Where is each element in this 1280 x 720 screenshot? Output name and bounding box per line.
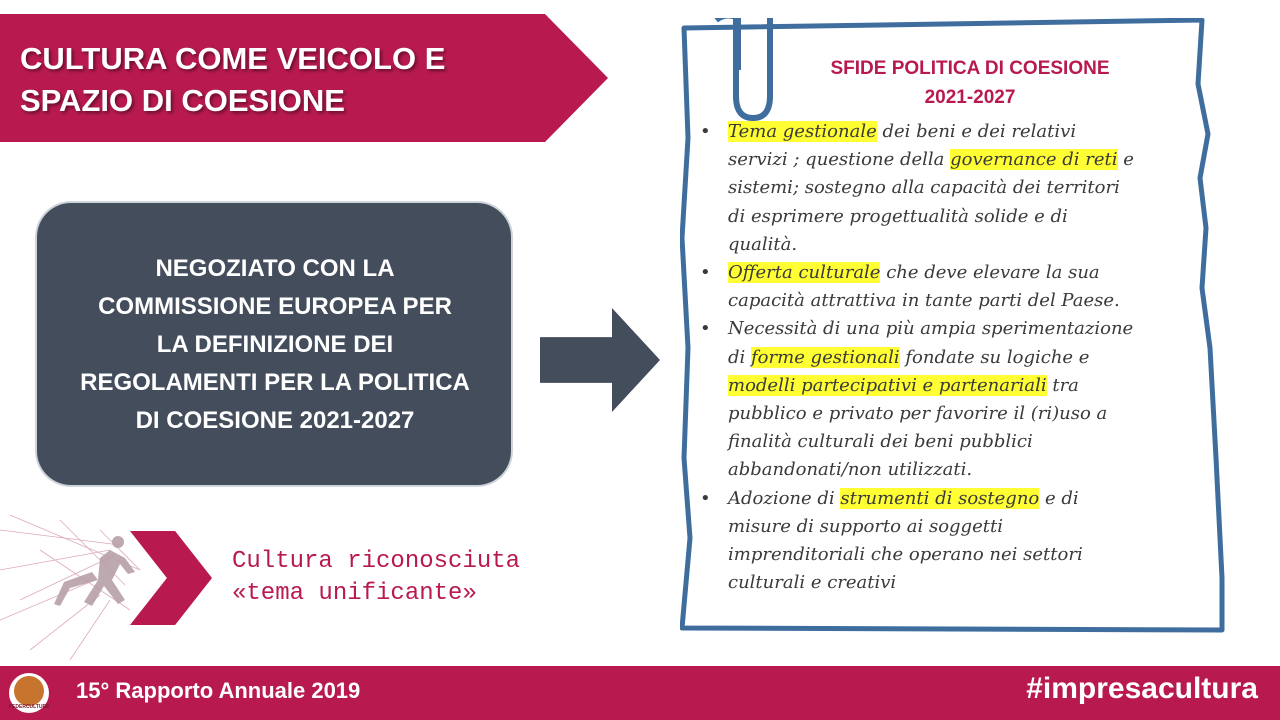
challenge-line [728, 259, 1190, 287]
challenge-line [728, 231, 1190, 259]
challenge-text: imprenditoriali che operano nei settori [728, 544, 1083, 566]
negotiation-line: COMMISSIONE EUROPEA PER [98, 293, 452, 320]
bullet-dot-icon: • [700, 262, 711, 284]
challenge-text: che deve elevare la sua [880, 262, 1100, 284]
challenge-text: Adozione di [728, 487, 841, 509]
negotiation-line: DI COESIONE 2021-2027 [135, 407, 415, 434]
challenge-text: abbandonati/non utilizzati. [728, 459, 973, 481]
right-arrow-icon [540, 308, 660, 412]
footer-report-label: 15° Rapporto Annuale 2019 [76, 678, 361, 703]
challenge-text: sistemi; sostegno alla capacità dei territori [728, 177, 1120, 199]
challenge-text: e [1117, 149, 1134, 171]
logo-label: FEDERCULTURE [9, 704, 50, 710]
highlighted-text: Tema gestionale [728, 121, 877, 142]
highlighted-text: strumenti di sostegno [840, 487, 1040, 509]
paper-title-line-2: 2021-2027 [924, 87, 1016, 108]
challenge-line [728, 315, 1190, 343]
challenge-line [728, 400, 1190, 428]
slide-title-line-1: CULTURA COME VEICOLO E [20, 41, 446, 76]
challenge-item [700, 485, 1190, 598]
bullet-dot-icon: • [700, 121, 711, 142]
challenge-text: dei beni e dei relativi [876, 121, 1077, 142]
challenge-text: pubblico e privato per favorire il (ri)uso a [728, 403, 1108, 425]
footer-hashtag: #impresacultura [1026, 672, 1258, 705]
challenge-line [728, 146, 1190, 174]
challenge-line [728, 485, 1190, 513]
slide-title-line-2: SPAZIO DI COESIONE [20, 83, 345, 118]
highlighted-text: governance di reti [950, 149, 1118, 171]
slide-title [20, 38, 520, 122]
challenge-text: Necessità di una più ampia sperimentazione [728, 318, 1134, 340]
negotiation-text [50, 250, 500, 440]
challenge-line [728, 541, 1190, 569]
challenge-item [700, 118, 1190, 259]
challenge-text: di esprimere progettualità solide e di [728, 205, 1068, 227]
challenge-text: di [728, 346, 752, 368]
challenge-item [700, 315, 1190, 484]
bullet-dot-icon: • [700, 487, 711, 509]
culture-caption-line-2: «tema unificante» [232, 580, 477, 607]
challenge-text: culturali e creativi [728, 572, 897, 594]
culture-caption-line-1: Cultura riconosciuta [232, 548, 521, 575]
negotiation-line: REGOLAMENTI PER LA POLITICA [80, 369, 470, 396]
challenge-text: misure di supporto ai soggetti [728, 515, 1003, 537]
challenge-line [728, 174, 1190, 202]
challenge-line [728, 372, 1190, 400]
challenge-line [728, 118, 1190, 146]
challenge-text: tra [1046, 374, 1079, 396]
challenge-line [728, 456, 1190, 484]
negotiation-line: NEGOZIATO CON LA [155, 255, 395, 282]
paper-title [800, 54, 1140, 112]
challenge-line [728, 344, 1190, 372]
culture-caption [232, 546, 592, 610]
challenge-text: e di [1039, 487, 1079, 509]
challenge-text: servizi ; questione della [728, 149, 951, 171]
challenge-text: fondate su logiche e [899, 346, 1090, 368]
challenge-line [728, 287, 1190, 315]
challenge-text: qualità. [728, 233, 798, 255]
highlighted-text: modelli partecipativi e partenariali [728, 374, 1047, 396]
challenge-line [728, 569, 1190, 597]
challenge-text: capacità attrattiva in tante parti del Paese. [728, 290, 1120, 312]
challenge-item [700, 259, 1190, 315]
highlighted-text: Offerta culturale [728, 262, 881, 284]
challenge-line [728, 203, 1190, 231]
logo-emblem-icon [14, 676, 44, 706]
challenge-line [728, 513, 1190, 541]
negotiation-line: LA DEFINIZIONE DEI [156, 331, 394, 358]
bullet-dot-icon: • [700, 318, 711, 340]
challenge-text: finalità culturali dei beni pubblici [728, 431, 1033, 453]
highlighted-text: forme gestionali [751, 346, 900, 368]
challenges-list [700, 118, 1190, 597]
paper-title-line-1: SFIDE POLITICA DI COESIONE [830, 58, 1110, 79]
challenge-line [728, 428, 1190, 456]
